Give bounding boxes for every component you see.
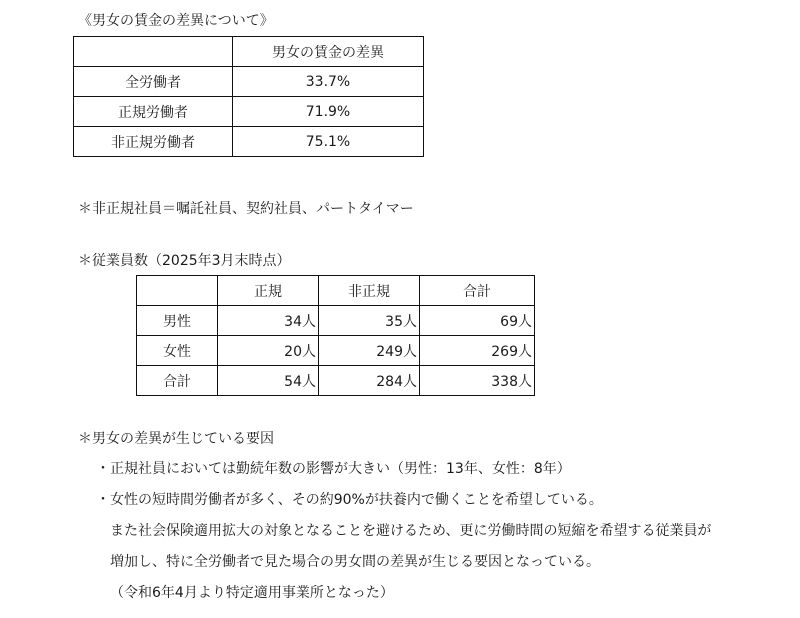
row-value: 71.9% xyxy=(233,97,424,127)
table-row xyxy=(137,306,535,336)
wage-gap-table xyxy=(73,36,424,157)
header-cell: 非正規 xyxy=(319,276,420,306)
section-heading-employee-count: ＊従業員数（2025年3月末時点） xyxy=(78,253,291,269)
table-row xyxy=(74,67,424,97)
table-row xyxy=(74,127,424,157)
header-cell: 合計 xyxy=(420,276,535,306)
table-cell: 35人 xyxy=(319,306,420,336)
row-label: 合計 xyxy=(137,366,218,396)
table-cell: 284人 xyxy=(319,366,420,396)
table-cell: 338人 xyxy=(420,366,535,396)
non-regular-note: ＊非正規社員＝嘱託社員、契約社員、パートタイマー xyxy=(78,201,414,217)
factor-line: ・正規社員においては勤続年数の影響が大きい（男性：13年、女性：8年） xyxy=(96,461,571,477)
factor-line: 増加し、特に全労働者で見た場合の男女間の差異が生じる要因となっている。 xyxy=(110,554,600,570)
section-heading-wage-gap: 《男女の賃金の差異について》 xyxy=(78,13,274,29)
row-label: 正規労働者 xyxy=(74,97,233,127)
table-header-row xyxy=(74,37,424,67)
table-row xyxy=(137,366,535,396)
table-cell: 69人 xyxy=(420,306,535,336)
table-cell: 34人 xyxy=(218,306,319,336)
factor-line: また社会保険適用拡大の対象となることを避けるため、更に労働時間の短縮を希望する従業員が xyxy=(110,523,712,539)
table-row xyxy=(74,97,424,127)
table-cell: 269人 xyxy=(420,336,535,366)
factor-line: ・女性の短時間労働者が多く、その約90%が扶養内で働くことを希望している。 xyxy=(96,492,603,508)
table-header-row xyxy=(137,276,535,306)
employee-count-table xyxy=(136,275,535,396)
table-cell: 54人 xyxy=(218,366,319,396)
section-heading-gap-factors: ＊男女の差異が生じている要因 xyxy=(78,431,274,447)
factor-line: （令和6年4月より特定適用事業所となった） xyxy=(110,585,394,601)
header-cell: 男女の賃金の差異 xyxy=(233,37,424,67)
header-cell xyxy=(74,37,233,67)
header-cell xyxy=(137,276,218,306)
row-label: 女性 xyxy=(137,336,218,366)
table-row xyxy=(137,336,535,366)
row-label: 男性 xyxy=(137,306,218,336)
row-label: 全労働者 xyxy=(74,67,233,97)
row-value: 33.7% xyxy=(233,67,424,97)
table-cell: 249人 xyxy=(319,336,420,366)
header-cell: 正規 xyxy=(218,276,319,306)
row-value: 75.1% xyxy=(233,127,424,157)
row-label: 非正規労働者 xyxy=(74,127,233,157)
table-cell: 20人 xyxy=(218,336,319,366)
